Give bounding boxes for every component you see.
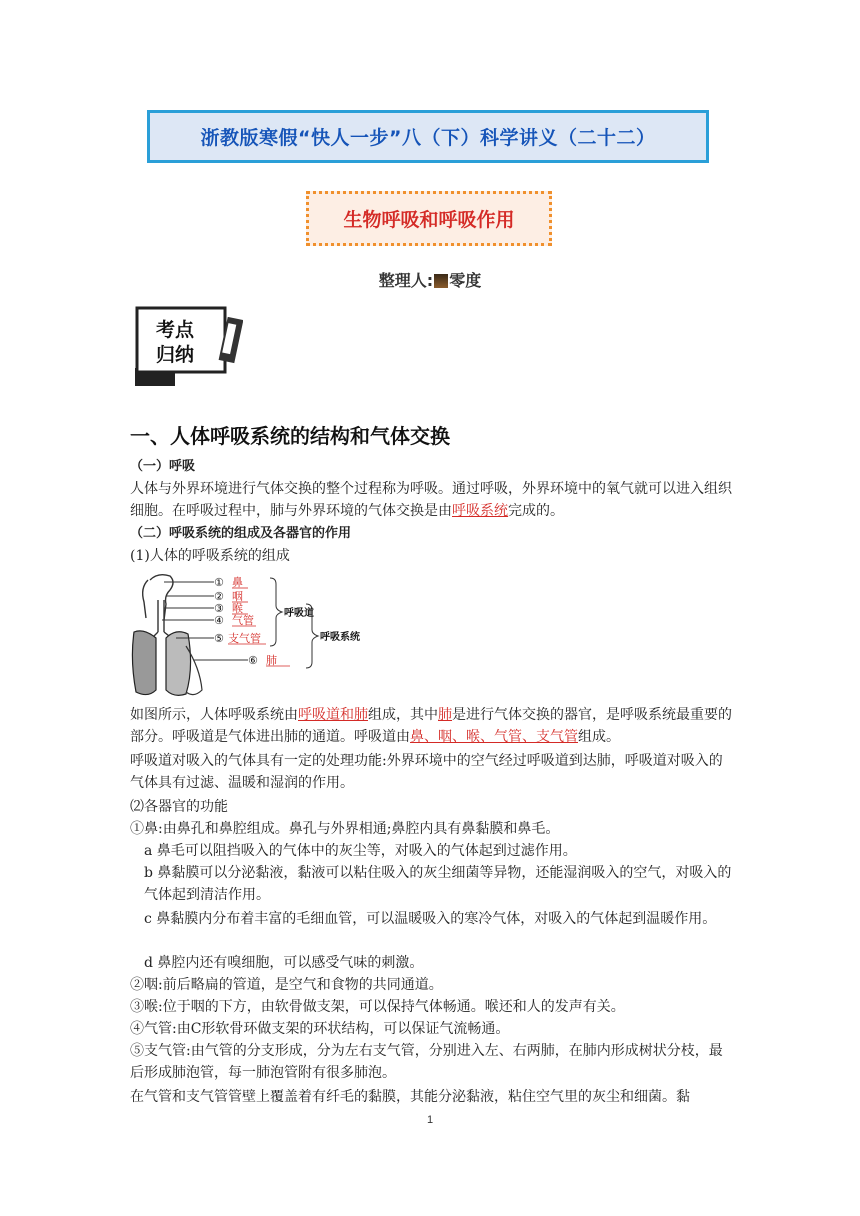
part1-text: 人体与外界环境进行气体交换的整个过程称为呼吸。通过呼吸，外界环境中的氧气就可以进入组织细胞。在呼吸过程中，肺与外界环境的气体交换是由呼吸系统完成的。 (130, 481, 732, 519)
page-number: 1 (426, 1114, 434, 1126)
item-trachea: ④气管:由C形软骨环做支架的环状结构，可以保证气流畅通。 (130, 1021, 510, 1037)
title-box (147, 110, 709, 163)
label-5-name: 支气管 (228, 632, 261, 645)
item-nose-d: d 鼻腔内还有嗅细胞，可以感受气味的刺激。 (144, 955, 424, 971)
group-system: 呼吸系统 (320, 632, 360, 643)
respiratory-system-diagram (130, 572, 380, 700)
label-2-name: 咽 (232, 590, 243, 603)
label-1-name: 鼻 (232, 576, 243, 589)
item-nose-b: b 鼻黏膜可以分泌黏液，黏液可以粘住吸入的灰尘细菌等异物，还能湿润吸入的空气，对吸入的气体起到清洁作用。 (144, 865, 732, 903)
part2-heading: （二）呼吸系统的组成及各器官的作用 (130, 526, 352, 541)
organizer-label: 整理人: (378, 271, 434, 290)
label-4-name: 气管 (232, 614, 254, 627)
part2-sub1: (1)人体的呼吸系统的组成 (130, 548, 290, 564)
section-title: 一、人体呼吸系统的结构和气体交换 (130, 424, 450, 448)
label-3-name: 喉 (232, 602, 243, 615)
paragraph-composition: 如图所示，人体呼吸系统由呼吸道和肺组成，其中肺是进行气体交换的器官，是呼吸系统最重要的部分。呼吸道是气体进出肺的通道。呼吸道由鼻、咽、喉、气管、支气管组成。 (130, 707, 732, 745)
organizer-avatar-icon (434, 274, 448, 288)
label-5-num: ⑤ (214, 632, 224, 645)
organizer-name: 零度 (449, 271, 482, 290)
red-keyword: 呼吸道和肺 (298, 707, 368, 723)
document-title: 浙教版寒假“快人一步”八（下）科学讲义（二十二） (200, 127, 656, 149)
label-3-num: ③ (214, 602, 224, 615)
group-airway: 呼吸道 (284, 608, 314, 619)
sub-heading-functions: ⑵各器官的功能 (130, 799, 228, 815)
badge-line1: 考点 (155, 319, 195, 341)
item-nose-c: c 鼻黏膜内分布着丰富的毛细血管，可以温暖吸入的寒冷气体，对吸入的气体起到温暖作用。 (144, 911, 717, 927)
item-bronchi: ⑤支气管:由气管的分支形成，分为左右支气管，分别进入左、右两肺，在肺内形成树状分枝，最后形成肺泡管，每一肺泡管附有很多肺泡。 (130, 1043, 723, 1081)
key-points-badge-icon (131, 306, 243, 388)
label-2-num: ② (214, 590, 224, 603)
red-keyword: 鼻、咽、喉、气管、支气管 (410, 729, 578, 745)
label-1-num: ① (214, 576, 224, 589)
item-nose-a: a 鼻毛可以阻挡吸入的气体中的灰尘等，对吸入的气体起到过滤作用。 (144, 843, 577, 859)
paragraph-airway-function: 呼吸道对吸入的气体具有一定的处理功能:外界环境中的空气经过呼吸道到达肺，呼吸道对吸入的气体具有过滤、温暖和湿润的作用。 (130, 753, 723, 791)
label-4-num: ④ (214, 614, 224, 627)
item-pharynx: ②咽:前后略扁的管道，是空气和食物的共同通道。 (130, 977, 443, 993)
item-nose: ①鼻:由鼻孔和鼻腔组成。鼻孔与外界相通;鼻腔内具有鼻黏膜和鼻毛。 (130, 821, 560, 837)
subtitle-box (306, 191, 552, 246)
label-6-num: ⑥ (248, 654, 258, 667)
label-6-name: 肺 (266, 654, 277, 667)
organizer-line (0, 268, 860, 291)
item-larynx: ③喉:位于咽的下方，由软骨做支架，可以保持气体畅通。喉还和人的发声有关。 (130, 999, 625, 1015)
item-last: 在气管和支气管管壁上覆盖着有纤毛的黏膜，其能分泌黏液，粘住空气里的灰尘和细菌。黏 (130, 1089, 690, 1105)
red-keyword: 肺 (438, 707, 452, 723)
document-subtitle: 生物呼吸和呼吸作用 (343, 209, 515, 231)
red-keyword: 呼吸系统 (452, 503, 508, 519)
badge-line2: 归纳 (155, 344, 195, 366)
part1-heading: （一）呼吸 (130, 459, 196, 474)
